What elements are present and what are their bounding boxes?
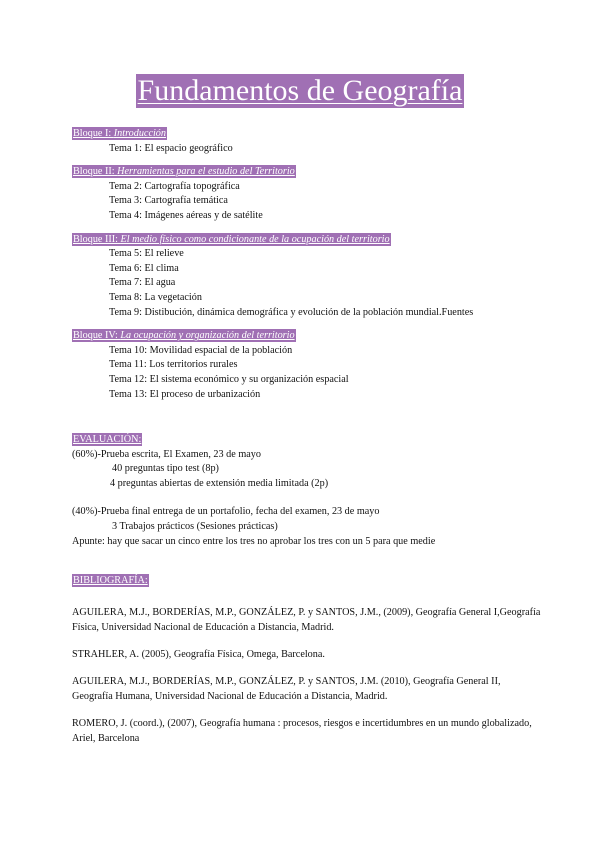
exam-detail: 40 preguntas tipo test (8p) — [112, 463, 219, 475]
exam-detail: 4 preguntas abiertas de extensión media limitada (2p) — [110, 477, 329, 489]
tema-item: Tema 13: El proceso de urbanización — [109, 388, 261, 400]
document-body — [72, 127, 542, 758]
note-line: Apunte: hay que sacar un cinco entre los tres no aprobar los tres con un 5 para que medie — [72, 535, 436, 547]
bibliography-entry: ROMERO, J. (coord.), (2007), Geografía humana : procesos, riesgos e incertidumbres en un mundo globalizado, Ariel, Barcelona — [72, 717, 532, 744]
tema-item: Tema 11: Los territorios rurales — [109, 359, 238, 371]
portfolio-line: (40%)-Prueba final entrega de un portafolio, fecha del examen, 23 de mayo — [72, 506, 380, 518]
tema-item: Tema 2: Cartografía topográfica — [109, 180, 240, 192]
tema-item: Tema 12: El sistema económico y su organización espacial — [109, 373, 349, 385]
bloque-heading: Bloque IV: La ocupación y organización del territorio — [73, 330, 295, 342]
tema-item: Tema 7: El agua — [109, 277, 176, 289]
tema-item: Tema 3: Cartografía temática — [109, 195, 228, 207]
tema-item: Tema 6: El clima — [109, 262, 179, 274]
tema-item: Tema 1: El espacio geográfico — [109, 142, 233, 154]
exam-line: (60%)-Prueba escrita, El Examen, 23 de mayo — [72, 448, 261, 460]
bloque-3 — [72, 233, 542, 321]
bloque-heading: Bloque I: Introducción — [73, 128, 166, 139]
bibliografia-section — [72, 574, 542, 746]
title-container — [0, 74, 600, 108]
bloque-2 — [72, 165, 542, 223]
tema-item: Tema 9: Distibución, dinámica demográfica y evolución de la población mundial.Fuentes — [109, 306, 474, 318]
portfolio-detail: 3 Trabajos prácticos (Sesiones prácticas) — [112, 521, 278, 533]
bibliography-entry: STRAHLER, A. (2005), Geografía Física, Omega, Barcelona. — [72, 648, 325, 660]
page-title: Fundamentos de Geografía — [137, 74, 463, 107]
tema-item: Tema 5: El relieve — [109, 248, 184, 260]
bibliography-entry: AGUILERA, M.J., BORDERÍAS, M.P., GONZÁLEZ, P. y SANTOS, J.M., (2009), Geografía General I,Geografía Física, Universidad Nacional de Educación a Distancia, Madrid. — [72, 606, 541, 633]
bibliography-entry: AGUILERA, M.J., BORDERÍAS, M.P., GONZÁLEZ, P. y SANTOS, J.M. (2010), Geografía General II, Geografía Humana, Universidad Nacional de Educación a Distancia, Madrid. — [72, 675, 501, 702]
bloque-heading: Bloque III: El medio físico como condicionante de la ocupación del territorio — [73, 233, 390, 245]
tema-item: Tema 10: Movilidad espacial de la población — [109, 344, 293, 356]
bloque-heading: Bloque II: Herramientas para el estudio del Territorio — [73, 166, 295, 178]
evaluacion-heading: EVALUACIÓN: — [73, 434, 142, 446]
bibliografia-heading: BIBLIOGRAFÍA: — [73, 575, 148, 587]
bloque-4 — [72, 329, 542, 402]
tema-item: Tema 8: La vegetación — [109, 291, 202, 303]
bloque-1 — [72, 127, 542, 156]
evaluacion-section — [72, 433, 542, 549]
tema-item: Tema 4: Imágenes aéreas y de satélite — [109, 209, 263, 221]
